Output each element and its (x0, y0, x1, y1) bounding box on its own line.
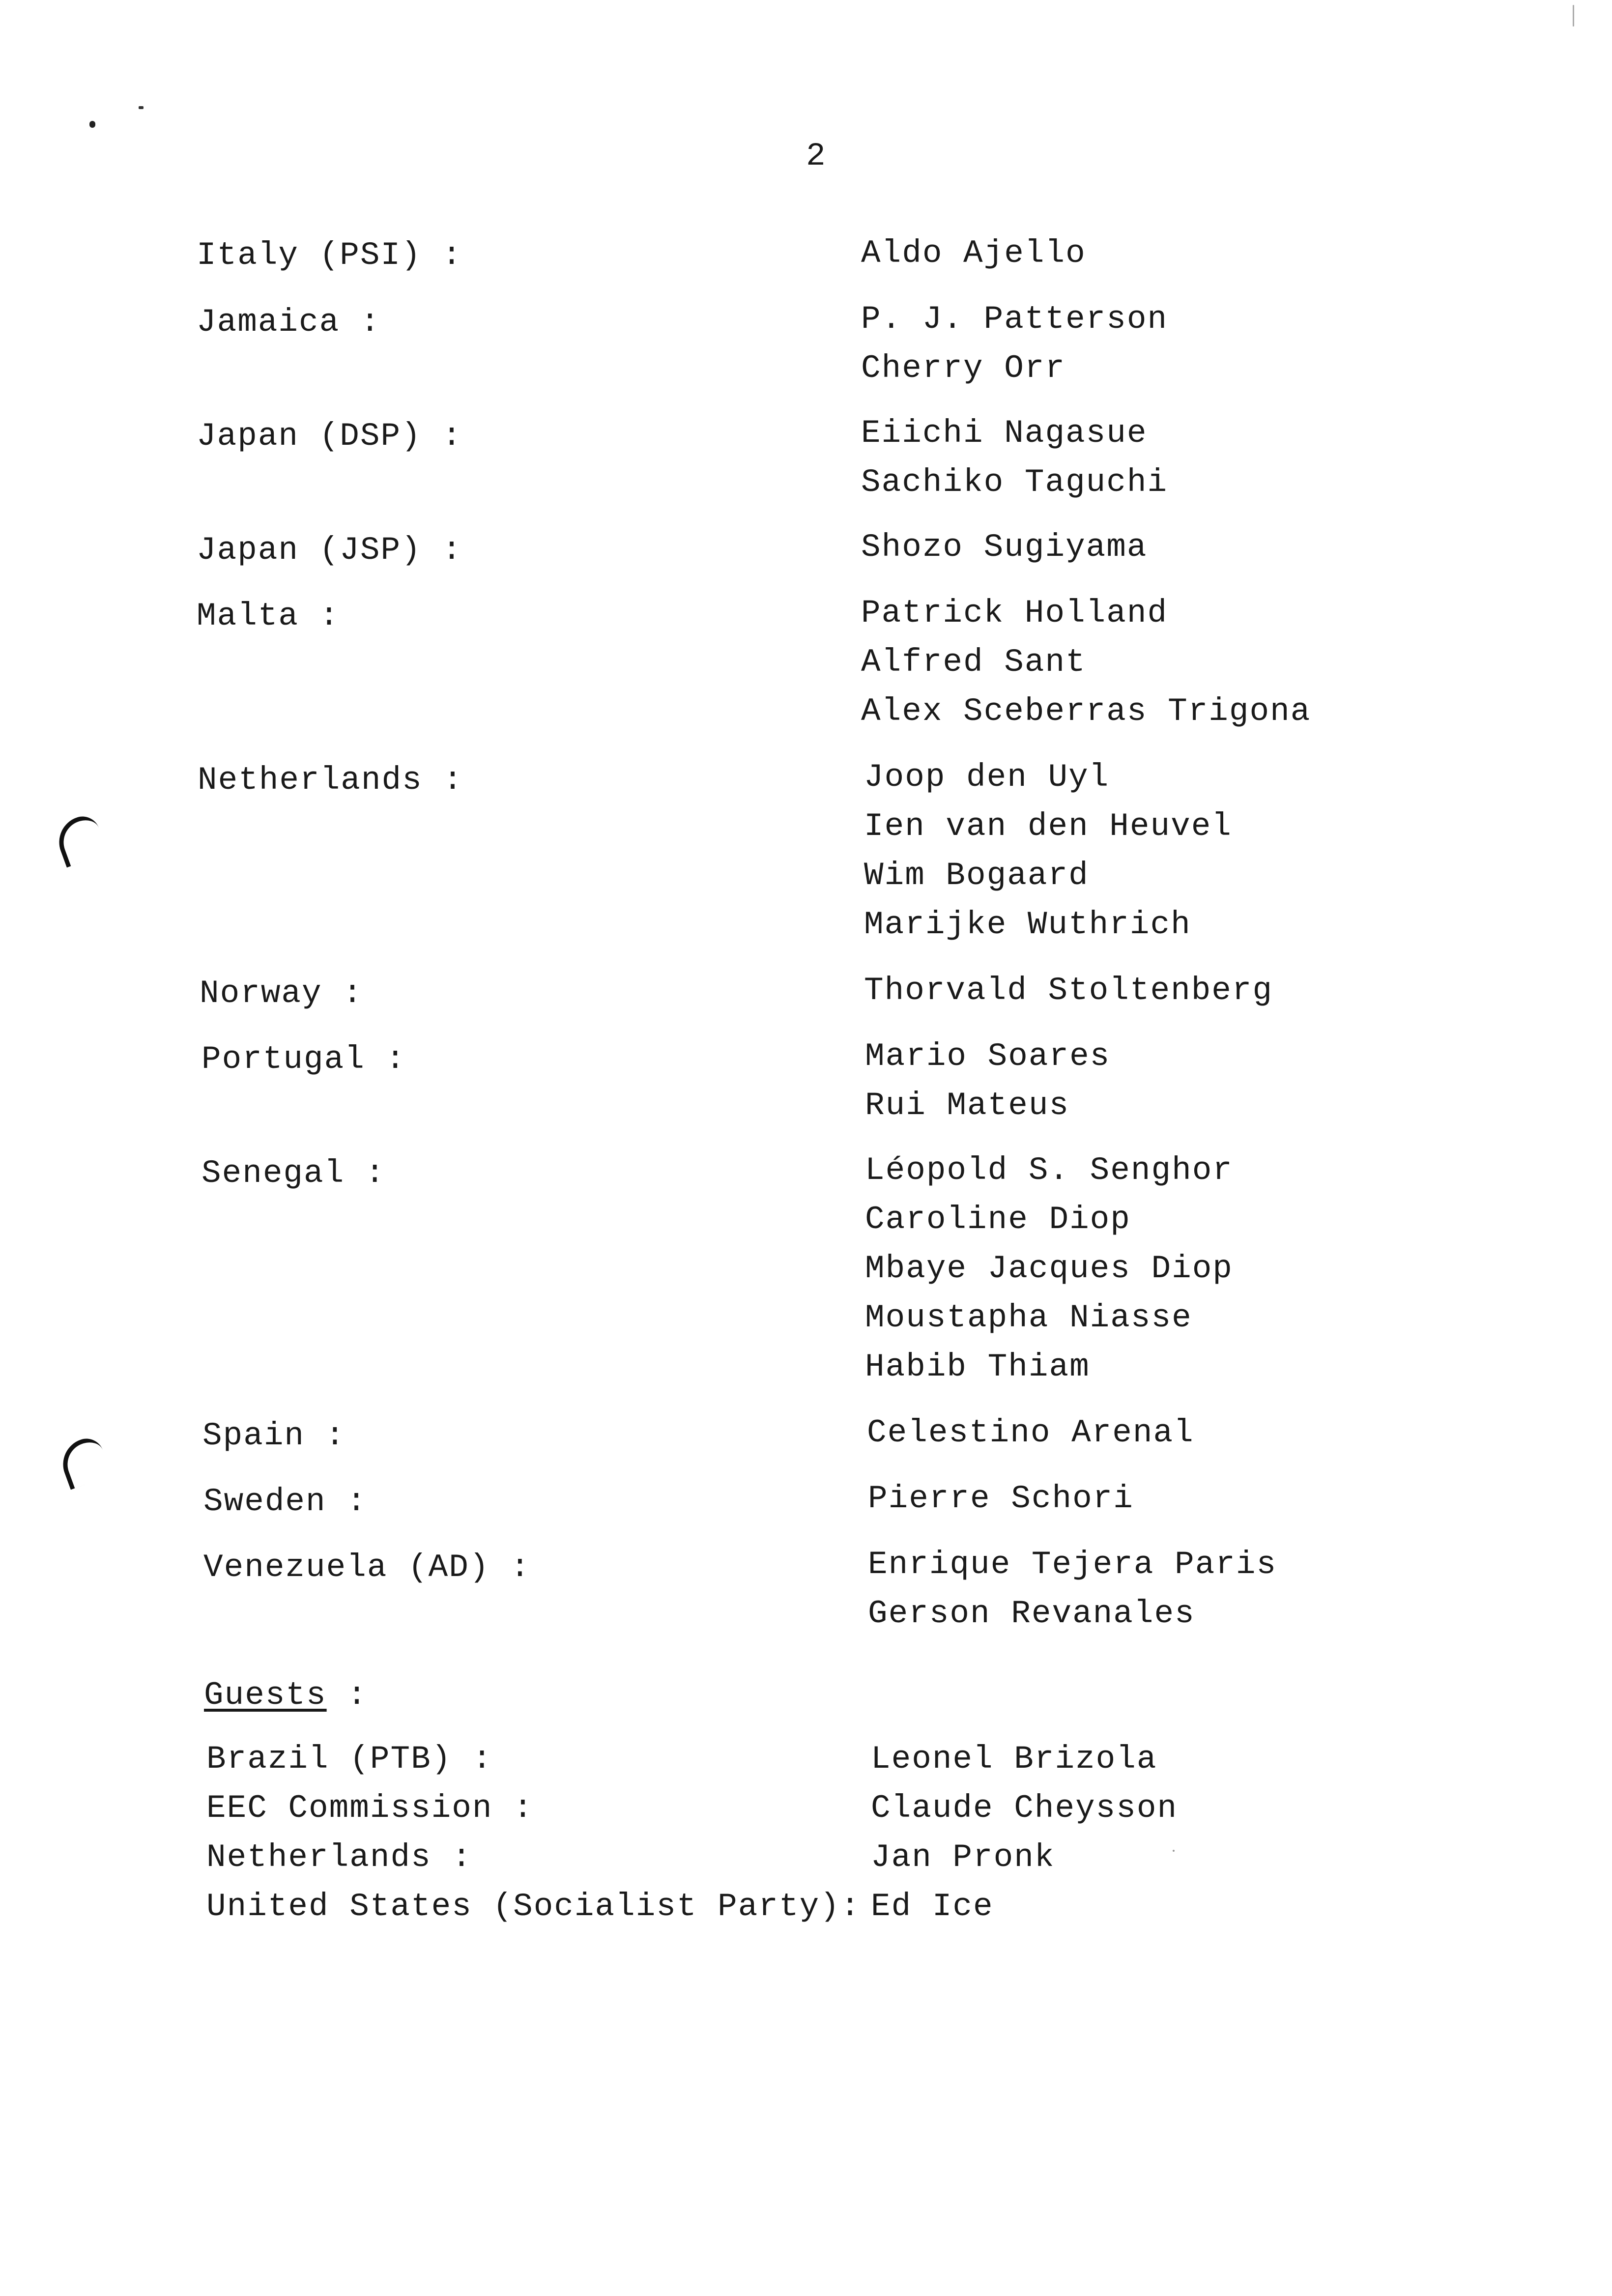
delegate-name: Eiichi Nagasue (861, 415, 1148, 452)
delegate-names (861, 229, 1086, 278)
country-label: Venezuela (AD) : (203, 1549, 531, 1586)
country-label: Malta : (197, 598, 340, 634)
delegate-name: Alfred Sant (861, 644, 1086, 681)
delegate-name: Marijke Wuthrich (864, 906, 1191, 943)
guest-country: EEC Commission : (206, 1790, 534, 1827)
delegate-name: Ien van den Heuvel (864, 808, 1232, 845)
scan-line-mark (1573, 5, 1574, 27)
delegate-name: Enrique Tejera Paris (868, 1546, 1277, 1583)
country-label: Netherlands : (198, 762, 463, 799)
guest-name: Claude Cheysson (871, 1790, 1178, 1827)
guest-name: Jan Pronk (871, 1839, 1055, 1876)
guests-heading-text: Guests (204, 1677, 327, 1714)
page-number: 2 (806, 138, 826, 174)
delegate-name: Léopold S. Senghor (865, 1152, 1233, 1189)
delegate-name: Gerson Revanales (868, 1595, 1195, 1632)
delegate-name: Moustapha Niasse (865, 1299, 1192, 1336)
delegate-name: Aldo Ajello (861, 235, 1086, 272)
country-label: Sweden : (203, 1483, 367, 1520)
country-label: Portugal : (202, 1041, 406, 1078)
delegate-names (861, 589, 1311, 736)
scan-speck-mark (1173, 1850, 1175, 1852)
delegate-names (861, 295, 1168, 393)
country-label: Jamaica : (197, 304, 381, 341)
guest-name: Ed Ice (871, 1888, 994, 1925)
delegate-names (861, 523, 1148, 572)
guest-country: United States (Socialist Party): (206, 1888, 861, 1925)
country-label: Senegal : (202, 1155, 386, 1192)
scan-dot-mark (89, 121, 95, 128)
country-label: Japan (DSP) : (197, 418, 462, 455)
delegate-name: Habib Thiam (865, 1349, 1090, 1385)
delegate-names (868, 1540, 1277, 1638)
delegate-name: Caroline Diop (865, 1201, 1131, 1238)
delegate-name: Rui Mateus (865, 1087, 1070, 1124)
delegate-name: Celestino Arenal (867, 1414, 1194, 1451)
delegate-name: Joop den Uyl (864, 759, 1110, 796)
delegate-names (864, 753, 1232, 949)
guest-country: Netherlands : (206, 1839, 472, 1876)
delegate-names (867, 1408, 1194, 1458)
delegate-names (865, 1032, 1110, 1130)
delegate-names (861, 409, 1168, 507)
scan-speck-mark (139, 106, 144, 109)
country-label: Japan (JSP) : (197, 532, 462, 569)
guest-country: Brazil (PTB) : (206, 1741, 493, 1778)
delegate-name: Patrick Holland (861, 595, 1168, 631)
country-label: Spain : (202, 1417, 346, 1454)
delegate-names (864, 966, 1273, 1015)
delegate-name: Wim Bogaard (864, 857, 1089, 894)
delegate-name: Thorvald Stoltenberg (864, 972, 1273, 1009)
delegate-name: Pierre Schori (868, 1480, 1134, 1517)
delegate-name: P. J. Patterson (861, 301, 1168, 338)
delegate-names (865, 1146, 1233, 1392)
delegate-name: Mbaye Jacques Diop (865, 1250, 1233, 1287)
delegate-name: Sachiko Taguchi (861, 464, 1168, 501)
country-label: Italy (PSI) : (197, 237, 462, 274)
delegate-name: Mario Soares (865, 1038, 1111, 1075)
delegate-name: Alex Sceberras Trigona (861, 693, 1311, 730)
guests-heading (204, 1671, 368, 1720)
guests-heading-colon: : (326, 1677, 368, 1714)
delegate-name: Shozo Sugiyama (861, 529, 1148, 566)
delegate-names (868, 1474, 1134, 1523)
delegate-name: Cherry Orr (861, 350, 1066, 387)
guest-name: Leonel Brizola (871, 1741, 1157, 1778)
country-label: Norway : (200, 975, 363, 1012)
